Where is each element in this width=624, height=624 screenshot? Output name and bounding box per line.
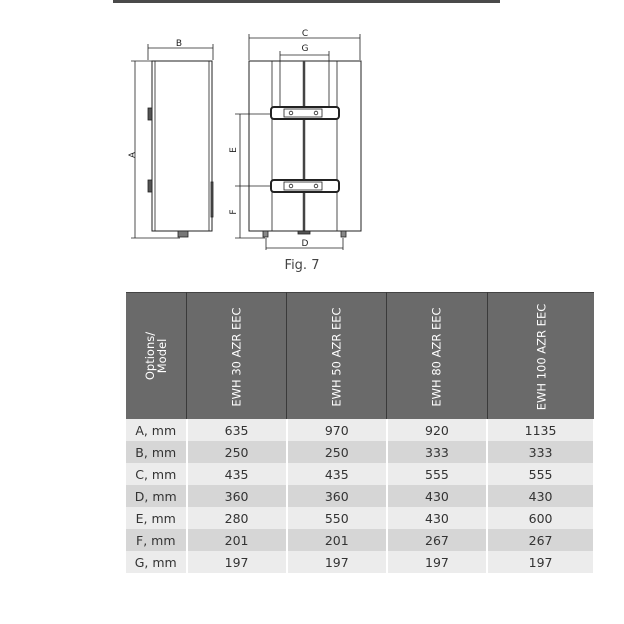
figure-caption: Fig. 7 (284, 258, 320, 273)
table-cell: 267 (387, 529, 487, 551)
row-label: D, mm (126, 485, 187, 507)
label-f: F (229, 209, 239, 215)
table-cell: 920 (387, 419, 487, 441)
label-b: B (175, 39, 183, 49)
table-row (126, 485, 594, 507)
table-cell: 600 (487, 507, 594, 529)
row-label: B, mm (126, 441, 187, 463)
header-model (187, 293, 287, 420)
label-d: D (301, 239, 309, 249)
row-label: G, mm (126, 551, 187, 573)
table-cell: 430 (387, 485, 487, 507)
table-row (126, 419, 594, 441)
dimensions-table (126, 292, 595, 573)
table-cell: 250 (287, 441, 387, 463)
header-label: EWH 100 AZR EEC (533, 303, 548, 410)
table-cell: 550 (287, 507, 387, 529)
table-cell: 333 (387, 441, 487, 463)
table-row (126, 529, 594, 551)
row-label: F, mm (126, 529, 187, 551)
header-label: Options/ Model (143, 331, 169, 380)
table-cell: 201 (287, 529, 387, 551)
front-view (229, 29, 361, 250)
label-g: G (301, 44, 309, 54)
table-cell: 435 (187, 463, 287, 485)
table-cell: 435 (287, 463, 387, 485)
table-cell: 333 (487, 441, 594, 463)
table-cell: 360 (187, 485, 287, 507)
table-cell: 197 (187, 551, 287, 573)
table-cell: 250 (187, 441, 287, 463)
table-cell: 267 (487, 529, 594, 551)
table-cell: 201 (187, 529, 287, 551)
table-cell: 635 (187, 419, 287, 441)
header-options-model (126, 293, 187, 420)
table-cell: 1135 (487, 419, 594, 441)
table-row (126, 551, 594, 573)
row-label: A, mm (126, 419, 187, 441)
label-a: A (128, 151, 138, 159)
label-c: C (301, 29, 309, 39)
table-cell: 280 (187, 507, 287, 529)
table-cell: 360 (287, 485, 387, 507)
table-cell: 430 (387, 507, 487, 529)
table-cell: 555 (487, 463, 594, 485)
row-label: E, mm (126, 507, 187, 529)
row-label: C, mm (126, 463, 187, 485)
table-cell: 555 (387, 463, 487, 485)
water-heater-dimension-drawing (120, 0, 500, 250)
table-cell: 197 (387, 551, 487, 573)
header-model (287, 293, 387, 420)
table-cell: 970 (287, 419, 387, 441)
header-label: EWH 50 AZR EEC (329, 306, 344, 407)
header-label: EWH 80 AZR EEC (429, 306, 444, 407)
header-label: EWH 30 AZR EEC (229, 306, 244, 407)
table-row (126, 441, 594, 463)
table-row (126, 507, 594, 529)
table-row (126, 463, 594, 485)
header-model (487, 293, 594, 420)
table-cell: 430 (487, 485, 594, 507)
table-cell: 197 (487, 551, 594, 573)
header-model (387, 293, 487, 420)
label-e: E (229, 147, 239, 153)
table-cell: 197 (287, 551, 387, 573)
table-header-row (126, 293, 594, 420)
side-view (128, 39, 213, 238)
